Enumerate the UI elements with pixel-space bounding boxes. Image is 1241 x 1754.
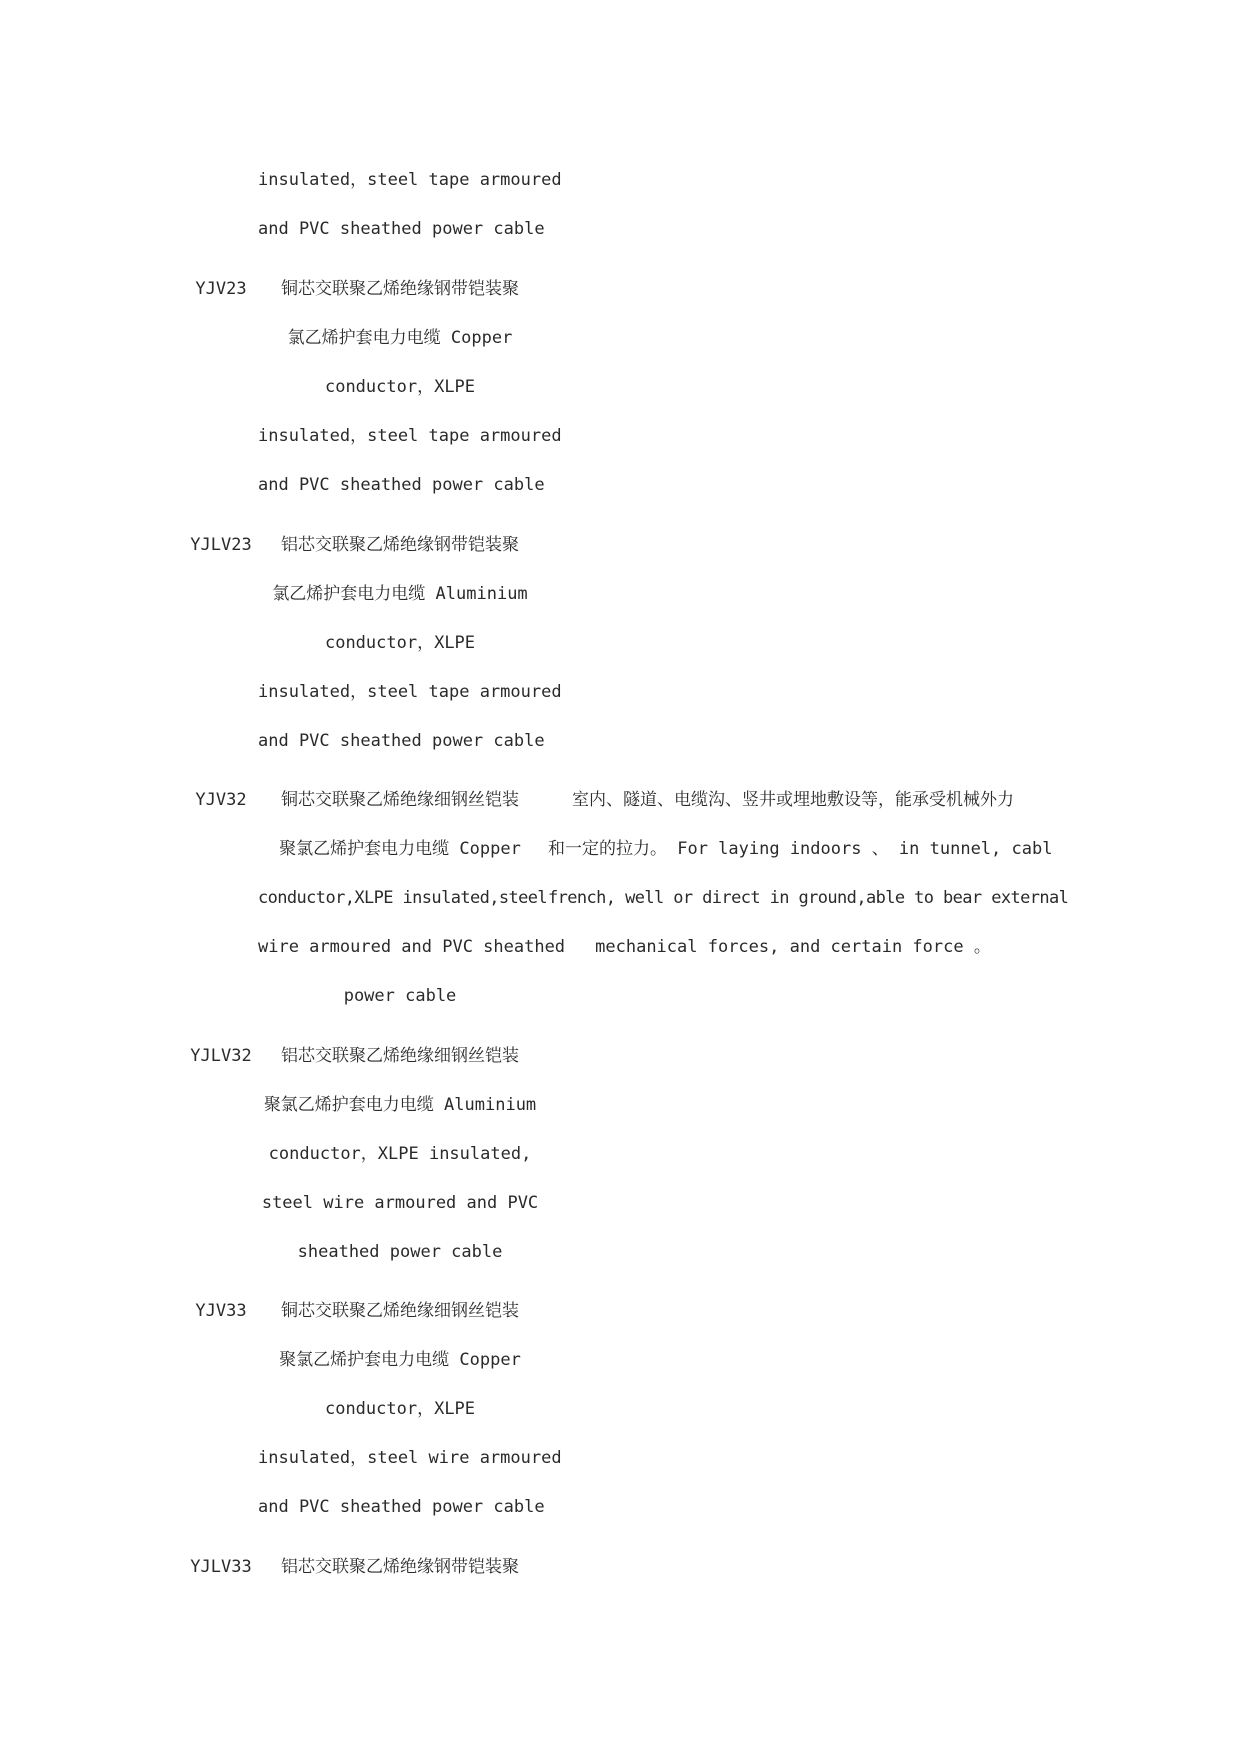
application-line: 室内、隧道、电缆沟、竖井或埋地敷设等，能承受机械外力	[572, 790, 1014, 810]
description-line: conductor，XLPE insulated,	[268, 1144, 532, 1164]
description-line: insulated，steel tape armoured	[258, 682, 562, 702]
description-line: sheathed power cable	[297, 1242, 503, 1262]
application-line: 和一定的拉力。 For laying indoors 、 in tunnel, cabl	[548, 839, 1053, 859]
description-line: 铜芯交联聚乙烯绝缘钢带铠装聚	[281, 279, 519, 299]
description-line: 聚氯乙烯护套电力电缆 Copper	[279, 839, 521, 859]
description-line: 铝芯交联聚乙烯绝缘钢带铠装聚	[281, 535, 519, 555]
description-line: 聚氯乙烯护套电力电缆 Aluminium	[263, 1095, 537, 1115]
description-line: and PVC sheathed power cable	[258, 475, 545, 495]
description-line: 铜芯交联聚乙烯绝缘细钢丝铠装	[281, 1301, 519, 1321]
continuation-line: and PVC sheathed power cable	[258, 219, 545, 239]
description-line: and PVC sheathed power cable	[258, 731, 545, 751]
description-line: 铝芯交联聚乙烯绝缘钢带铠装聚	[281, 1557, 519, 1577]
description-line: wire armoured and PVC sheathed	[258, 937, 566, 957]
description-line: insulated，steel tape armoured	[258, 426, 562, 446]
application-line: french, well or direct in ground,able to bear external	[548, 888, 1069, 908]
description-line: steel wire armoured and PVC	[261, 1193, 539, 1213]
model-code-yjv32: YJV32	[195, 790, 247, 810]
description-line: conductor，XLPE	[324, 377, 476, 397]
description-line: 氯乙烯护套电力电缆 Aluminium	[272, 584, 528, 604]
description-line: conductor,XLPE insulated,steel	[258, 888, 548, 908]
description-line: 聚氯乙烯护套电力电缆 Copper	[279, 1350, 521, 1370]
description-line: 氯乙烯护套电力电缆 Copper	[287, 328, 513, 348]
description-line: power cable	[343, 986, 457, 1006]
description-line: 铜芯交联聚乙烯绝缘细钢丝铠装	[281, 790, 519, 810]
description-line: conductor，XLPE	[324, 633, 476, 653]
model-code-yjlv23: YJLV23	[190, 535, 252, 555]
description-line: insulated，steel wire armoured	[258, 1448, 562, 1468]
description-line: and PVC sheathed power cable	[258, 1497, 545, 1517]
description-line: conductor，XLPE	[324, 1399, 476, 1419]
description-line: 铝芯交联聚乙烯绝缘细钢丝铠装	[281, 1046, 519, 1066]
application-line: mechanical forces, and certain force 。	[595, 937, 991, 957]
model-code-yjlv32: YJLV32	[190, 1046, 252, 1066]
model-code-yjv23: YJV23	[195, 279, 247, 299]
model-code-yjlv33: YJLV33	[190, 1557, 252, 1577]
model-code-yjv33: YJV33	[195, 1301, 247, 1321]
continuation-line: insulated，steel tape armoured	[258, 170, 562, 190]
